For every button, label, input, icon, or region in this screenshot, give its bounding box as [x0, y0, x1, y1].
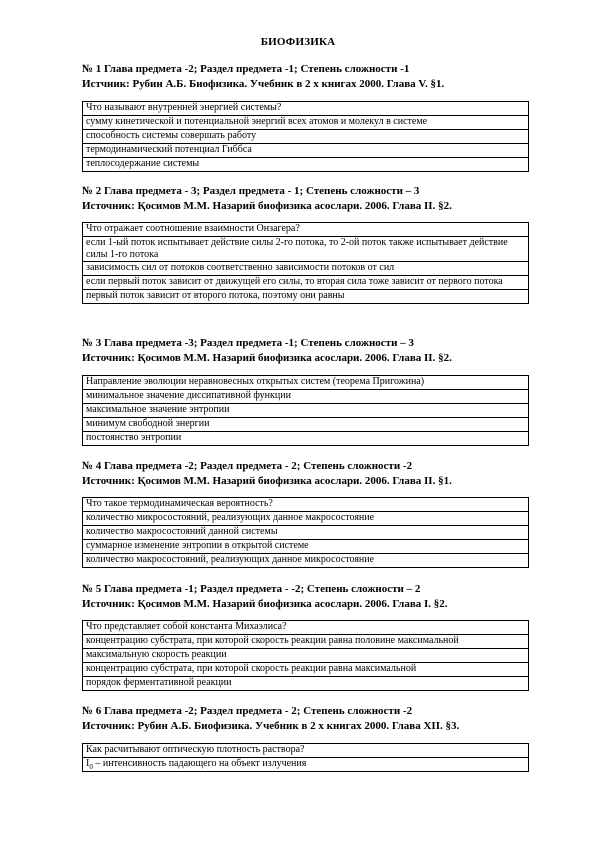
- question-3-source: Источник: Қосимов М.М. Назарий биофизика асослари. 2006. Глава II. §2.: [82, 352, 452, 364]
- answer-option: минимум свободной энергии: [83, 418, 529, 432]
- answer-text: – интенсивность падающего на объект излучения: [92, 758, 307, 769]
- question-5-header: [82, 582, 542, 612]
- question-3-table: [82, 375, 529, 446]
- answer-option: минимальное значение диссипативной функции: [83, 390, 529, 404]
- question-5-table: [82, 620, 529, 691]
- table-row: [83, 758, 529, 772]
- table-row: [83, 376, 529, 390]
- answer-option: способность системы совершать работу: [83, 130, 529, 144]
- question-4-table: [82, 497, 529, 568]
- answer-option: количество макросостояний, реализующих данное микросостояние: [83, 554, 529, 568]
- question-1-text: Что называют внутренней энергией системы?: [83, 102, 529, 116]
- table-row: [83, 116, 529, 130]
- intensity-subscript: 0: [89, 763, 93, 771]
- table-row: [83, 237, 529, 262]
- table-row: [83, 554, 529, 568]
- answer-option: термодинамический потенциал Гиббса: [83, 144, 529, 158]
- table-row: [83, 621, 529, 635]
- table-row: [83, 498, 529, 512]
- question-4-text: Что такое термодинамическая вероятность?: [83, 498, 529, 512]
- table-row: [83, 144, 529, 158]
- question-3-text: Направление эволюции неравновесных открытых систем (теорема Пригожина): [83, 376, 529, 390]
- answer-option: первый поток зависит от второго потока, поэтому они равны: [83, 290, 529, 304]
- question-2-text: Что отражает соотношение взаимности Онзагера?: [83, 223, 529, 237]
- answer-option: количество макросостояний данной системы: [83, 526, 529, 540]
- table-row: [83, 663, 529, 677]
- question-3-meta: № 3 Глава предмета -3; Раздел предмета -1; Степень сложности – 3: [82, 337, 414, 349]
- table-row: [83, 262, 529, 276]
- answer-option: теплосодержание системы: [83, 158, 529, 172]
- table-row: [83, 102, 529, 116]
- answer-option: концентрацию субстрата, при которой скорость реакции равна максимальной: [83, 663, 529, 677]
- question-1-header: [82, 62, 542, 92]
- question-2-table: [82, 222, 529, 304]
- answer-option: зависимость сил от потоков соответственно зависимости потоков от сил: [83, 262, 529, 276]
- table-row: [83, 432, 529, 446]
- answer-option: если 1-ый поток испытывает действие силы 2-го потока, то 2-ой поток также испытывает действие силы 1-го потока: [83, 237, 529, 262]
- question-5-source: Источник: Қосимов М.М. Назарий биофизика асослари. 2006. Глава I. §2.: [82, 598, 448, 610]
- answer-option: суммарное изменение энтропии в открытой системе: [83, 540, 529, 554]
- question-4-header: [82, 459, 542, 489]
- table-row: [83, 290, 529, 304]
- answer-option: [83, 758, 529, 772]
- question-5-meta: № 5 Глава предмета -1; Раздел предмета - -2; Степень сложности – 2: [82, 583, 421, 595]
- question-1-table: [82, 101, 529, 172]
- table-row: [83, 512, 529, 526]
- question-4-meta: № 4 Глава предмета -2; Раздел предмета - 2; Степень сложности -2: [82, 460, 413, 472]
- answer-option: порядок ферментативной реакции: [83, 677, 529, 691]
- table-row: [83, 158, 529, 172]
- question-2-meta: № 2 Глава предмета - 3; Раздел предмета - 1; Степень сложности – 3: [82, 185, 420, 197]
- intensity-symbol: I: [86, 758, 90, 769]
- question-6-header: [82, 704, 542, 734]
- answer-option: концентрацию субстрата, при которой скорость реакции равна половине максимальной: [83, 635, 529, 649]
- question-6-table: [82, 743, 529, 772]
- question-1-source: Истчник: Рубин А.Б. Биофизика. Учебник в 2 х книгах 2000. Глава V. §1.: [82, 78, 445, 90]
- answer-option: количество микросостояний, реализующих данное макросостояние: [83, 512, 529, 526]
- table-row: [83, 404, 529, 418]
- question-5-text: Что представляет собой константа Михаэлиса?: [83, 621, 529, 635]
- answer-option: если первый поток зависит от движущей его силы, то вторая сила тоже зависит от первого потока: [83, 276, 529, 290]
- question-6-source: Источник: Рубин А.Б. Биофизика. Учебник в 2 х книгах 2000. Глава XII. §3.: [82, 720, 460, 732]
- table-row: [83, 649, 529, 663]
- table-row: [83, 276, 529, 290]
- table-row: [83, 130, 529, 144]
- question-2-header: [82, 184, 542, 214]
- page-title: БИОФИЗИКА: [260, 36, 336, 48]
- answer-option: максимальное значение энтропии: [83, 404, 529, 418]
- question-3-header: [82, 336, 542, 366]
- table-row: [83, 223, 529, 237]
- answer-option: максимальную скорость реакции: [83, 649, 529, 663]
- table-row: [83, 390, 529, 404]
- answer-option: постоянство энтропии: [83, 432, 529, 446]
- question-6-meta: № 6 Глава предмета -2; Раздел предмета - 2; Степень сложности -2: [82, 705, 413, 717]
- question-6-text: Как расчитывают оптическую плотность раствора?: [83, 744, 529, 758]
- question-1-meta: № 1 Глава предмета -2; Раздел предмета -1; Степень сложности -1: [82, 63, 410, 75]
- table-row: [83, 540, 529, 554]
- table-row: [83, 744, 529, 758]
- table-row: [83, 526, 529, 540]
- answer-option: сумму кинетической и потенциальной энергий всех атомов и молекул в системе: [83, 116, 529, 130]
- question-2-source: Источник: Қосимов М.М. Назарий биофизика асослари. 2006. Глава II. §2.: [82, 200, 452, 212]
- question-4-source: Источник: Қосимов М.М. Назарий биофизика асослари. 2006. Глава II. §1.: [82, 475, 452, 487]
- table-row: [83, 418, 529, 432]
- table-row: [83, 677, 529, 691]
- table-row: [83, 635, 529, 649]
